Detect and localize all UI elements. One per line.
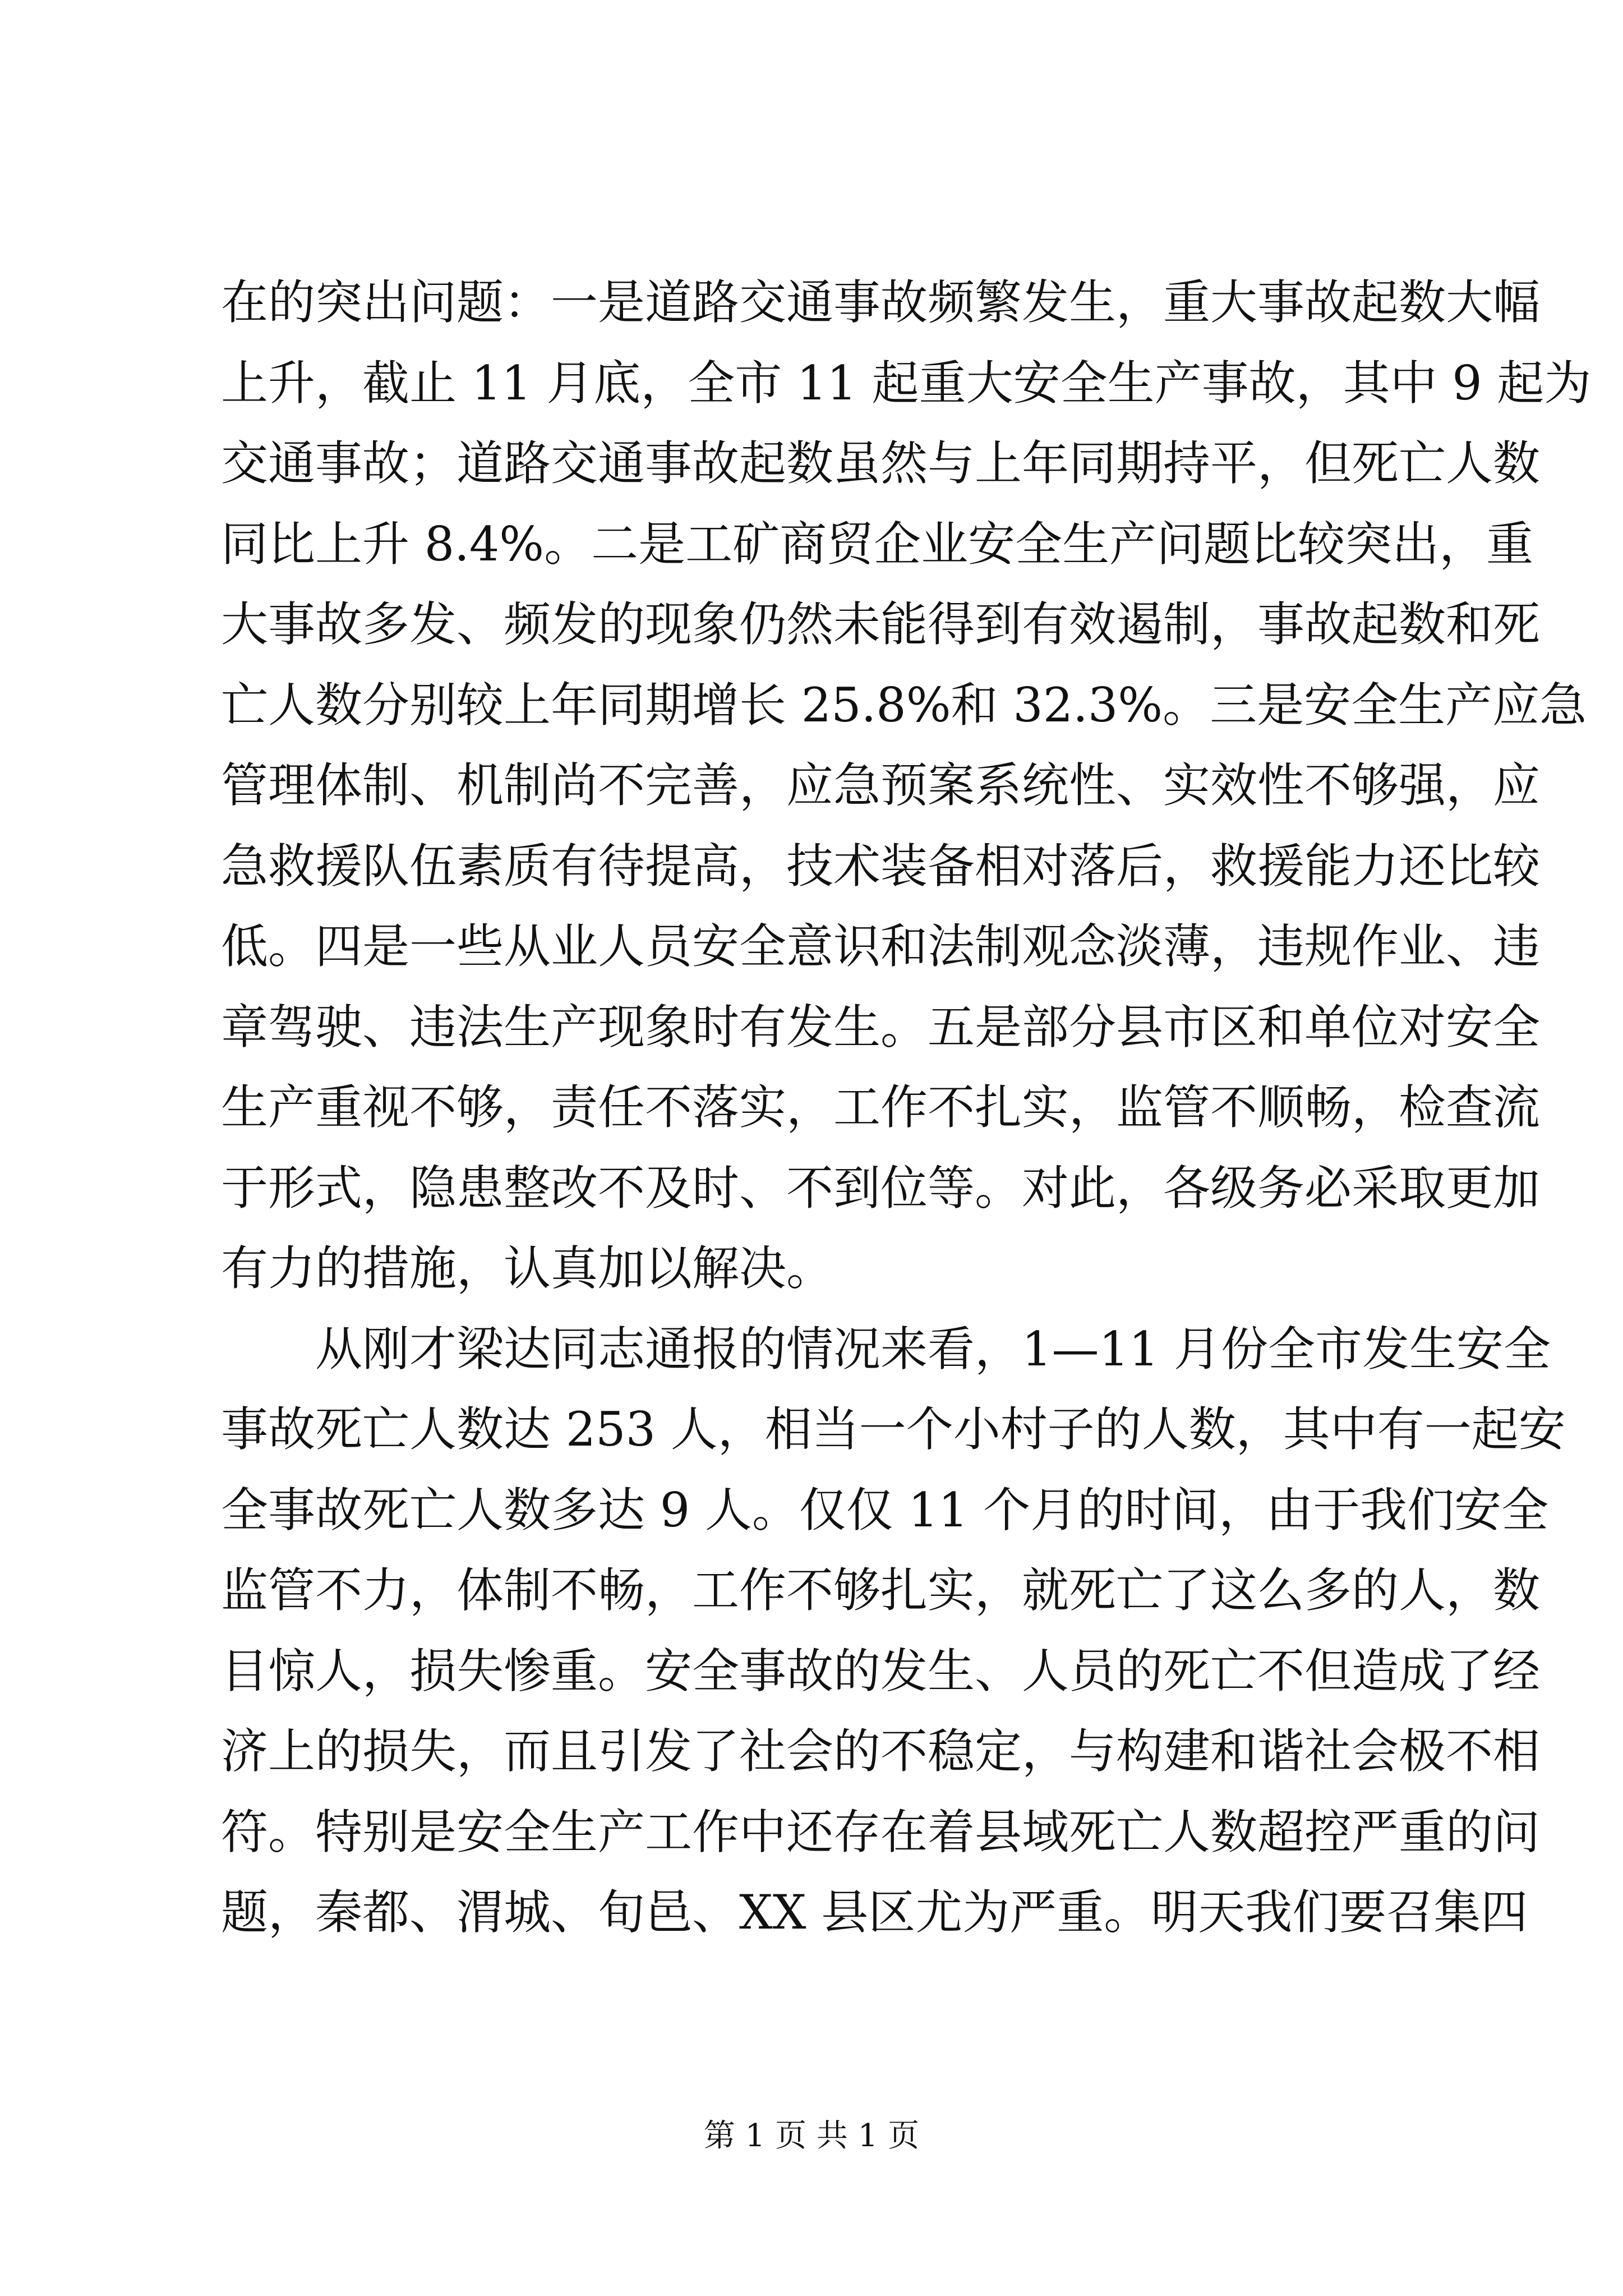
text-line: 符。特别是安全生产工作中还存在着县域死亡人数超控严重的问 xyxy=(221,1804,1541,1860)
page-footer: 第 1 页 共 1 页 xyxy=(703,2118,920,2154)
text-line: 事故死亡人数达 253 人，相当一个小村子的人数，其中有一起安 xyxy=(221,1402,1566,1457)
text-line: 有力的措施，认真加以解决。 xyxy=(221,1241,834,1296)
text-line: 章驾驶、违法生产现象时有发生。五是部分县市区和单位对安全 xyxy=(221,999,1541,1055)
document-body xyxy=(221,263,1592,1953)
text-line: 亡人数分别较上年同期增长 25.8%和 32.3%。三是安全生产应急 xyxy=(221,677,1587,733)
text-line: 交通事故；道路交通事故起数虽然与上年同期持平，但死亡人数 xyxy=(221,436,1541,491)
text-line: 于形式，隐患整改不及时、不到位等。对此，各级务必采取更加 xyxy=(221,1160,1541,1216)
text-line: 全事故死亡人数多达 9 人。仅仅 11 个月的时间，由于我们安全 xyxy=(221,1482,1549,1538)
text-line: 目惊人，损失惨重。安全事故的发生、人员的死亡不但造成了经 xyxy=(221,1643,1541,1699)
text-line: 济上的损失，而且引发了社会的不稳定，与构建和谐社会极不相 xyxy=(221,1724,1541,1779)
text-line: 题，秦都、渭城、旬邑、XX 县区尤为严重。明天我们要召集四 xyxy=(221,1885,1528,1940)
text-line: 从刚才梁达同志通报的情况来看，1—11 月份全市发生安全 xyxy=(315,1321,1551,1377)
text-line: 低。四是一些从业人员安全意识和法制观念淡薄，违规作业、违 xyxy=(221,919,1541,974)
text-line: 急救援队伍素质有待提高，技术装备相对落后，救援能力还比较 xyxy=(221,838,1541,894)
paragraph-2 xyxy=(221,1309,1566,1953)
text-line: 在的突出问题：一是道路交通事故频繁发生，重大事故起数大幅 xyxy=(221,275,1541,330)
paragraph-1 xyxy=(221,263,1592,1309)
text-line: 上升，截止 11 月底，全市 11 起重大安全生产事故，其中 9 起为 xyxy=(221,355,1592,411)
text-line: 生产重视不够，责任不落实，工作不扎实，监管不顺畅，检查流 xyxy=(221,1080,1541,1135)
text-line: 管理体制、机制尚不完善，应急预案系统性、实效性不够强，应 xyxy=(221,758,1541,813)
text-line: 监管不力，体制不畅，工作不够扎实，就死亡了这么多的人，数 xyxy=(221,1563,1541,1618)
text-line: 大事故多发、频发的现象仍然未能得到有效遏制，事故起数和死 xyxy=(221,597,1541,652)
text-line: 同比上升 8.4%。二是工矿商贸企业安全生产问题比较突出，重 xyxy=(221,516,1534,572)
